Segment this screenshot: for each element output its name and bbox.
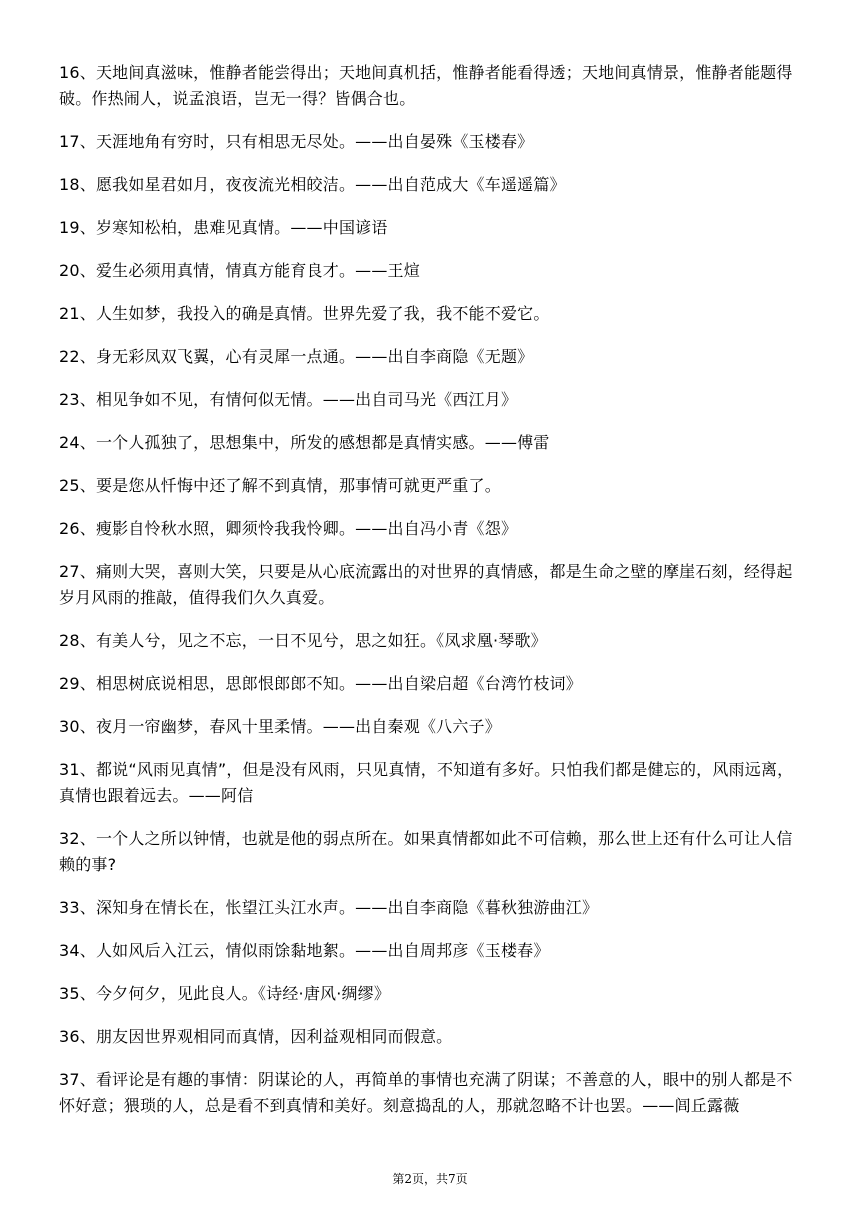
quote-24: 24、一个人孤独了，思想集中，所发的感想都是真情实感。——傅雷 xyxy=(59,433,550,452)
quote-27: 27、痛则大哭，喜则大笑，只要是从心底流露出的对世界的真情感，都是生命之壁的摩崖石刻，经得起岁月风雨的推敲，值得我们久久真爱。 xyxy=(59,562,793,607)
quote-22: 22、身无彩凤双飞翼，心有灵犀一点通。——出自李商隐《无题》 xyxy=(59,347,534,366)
quote-23: 23、相见争如不见，有情何似无情。——出自司马光《西江月》 xyxy=(59,390,518,409)
quote-20: 20、爱生必须用真情，情真方能育良才。——王煊 xyxy=(59,261,420,280)
quote-30: 30、夜月一帘幽梦，春风十里柔情。——出自秦观《八六子》 xyxy=(59,717,501,736)
quote-31: 31、都说“风雨见真情”，但是没有风雨，只见真情，不知道有多好。只怕我们都是健忘的，风雨远离，真情也跟着远去。——阿信 xyxy=(59,760,794,805)
quote-17: 17、天涯地角有穷时，只有相思无尽处。——出自晏殊《玉楼春》 xyxy=(59,132,534,151)
quote-21: 21、人生如梦，我投入的确是真情。世界先爱了我，我不能不爱它。 xyxy=(59,304,550,323)
quote-19: 19、岁寒知松柏，患难见真情。——中国谚语 xyxy=(59,218,388,237)
quote-18: 18、愿我如星君如月，夜夜流光相皎洁。——出自范成大《车遥遥篇》 xyxy=(59,175,566,194)
quote-34: 34、人如风后入江云，情似雨馀黏地絮。——出自周邦彦《玉楼春》 xyxy=(59,941,550,960)
quote-36: 36、朋友因世界观相同而真情，因利益观相同而假意。 xyxy=(59,1027,453,1046)
quote-37: 37、看评论是有趣的事情：阴谋论的人，再简单的事情也充满了阴谋；不善意的人，眼中的别人都是不怀好意；猥琐的人，总是看不到真情和美好。刻意捣乱的人，那就忽略不计也罢。——闾丘露薇 xyxy=(59,1070,793,1115)
quote-33: 33、深知身在情长在，怅望江头江水声。——出自李商隐《暮秋独游曲江》 xyxy=(59,898,599,917)
quote-16: 16、天地间真滋味，惟静者能尝得出；天地间真机括，惟静者能看得透；天地间真情景，惟静者能题得破。作热闹人，说孟浪语，岂无一得？皆偶合也。 xyxy=(59,63,793,108)
document-body xyxy=(59,60,807,1119)
quote-26: 26、瘦影自怜秋水照，卿须怜我我怜卿。——出自冯小青《怨》 xyxy=(59,519,518,538)
quote-29: 29、相思树底说相思，思郎恨郎郎不知。——出自梁启超《台湾竹枝词》 xyxy=(59,674,582,693)
quote-25: 25、要是您从忏悔中还了解不到真情，那事情可就更严重了。 xyxy=(59,476,501,495)
quote-35: 35、今夕何夕，见此良人。《诗经·唐风·绸缪》 xyxy=(59,984,391,1003)
page-number: 第2页，共7页 xyxy=(392,1172,468,1186)
quote-32: 32、一个人之所以钟情，也就是他的弱点所在。如果真情都如此不可信赖，那么世上还有什么可让人信赖的事? xyxy=(59,829,793,874)
quote-28: 28、有美人兮，见之不忘，一日不见兮，思之如狂。《凤求凰·琴歌》 xyxy=(59,631,547,650)
